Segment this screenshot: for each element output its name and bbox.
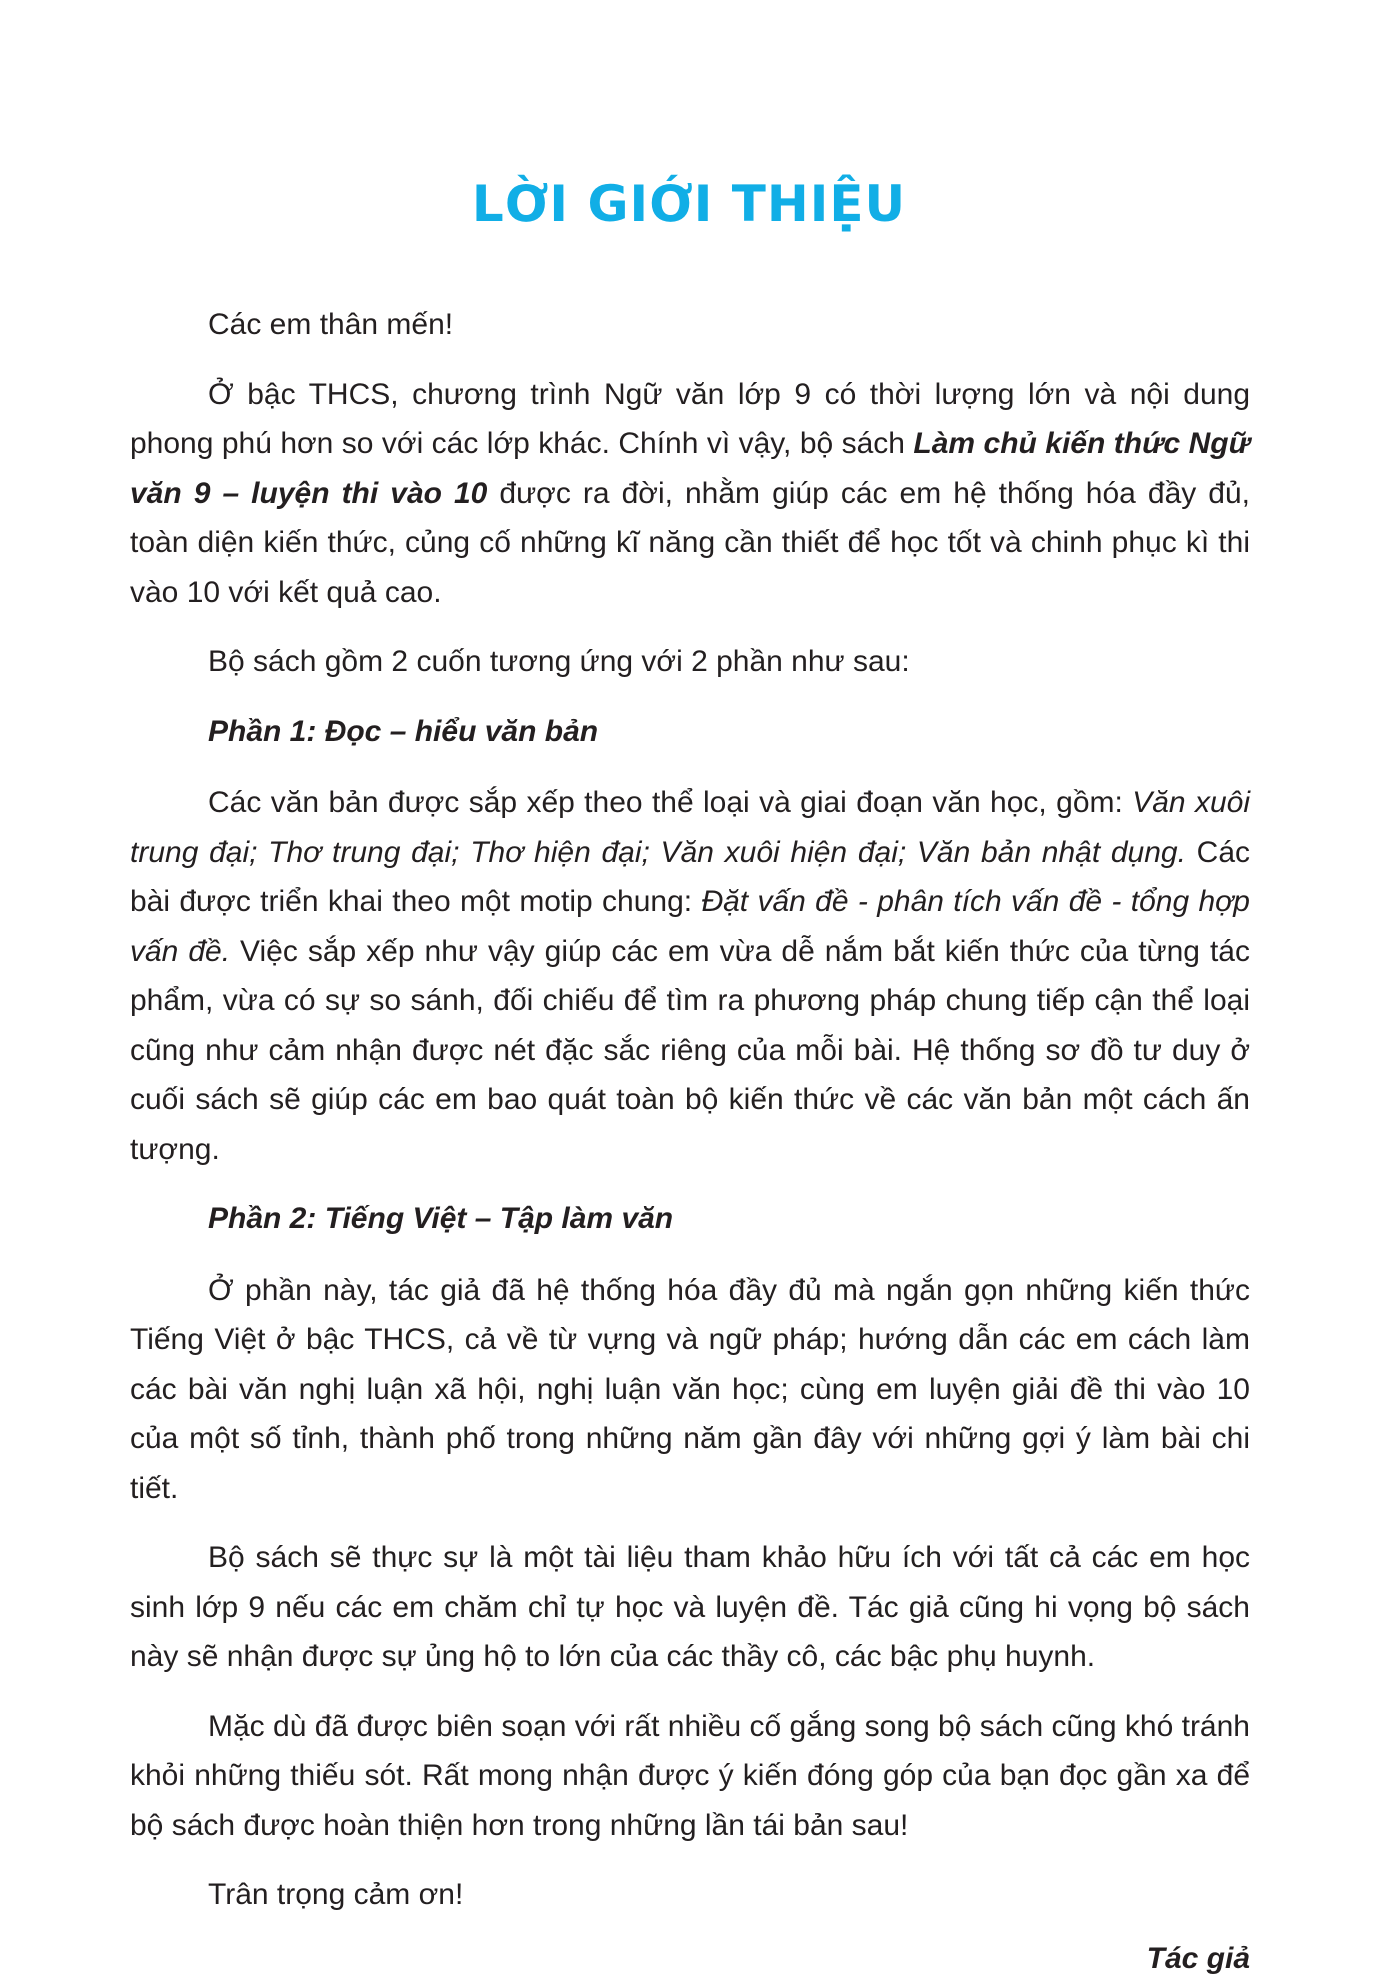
closing-paragraph-2: Mặc dù đã được biên soạn với rất nhiều cố gắng song bộ sách cũng khó tránh khỏi những thiếu sót. Rất mong nhận được ý kiến đóng góp của bạn đọc gần xa để bộ sách được hoàn thiện hơn trong những lần tái bản sau! (130, 1702, 1250, 1851)
part1-paragraph (130, 778, 1250, 1174)
document-body (130, 300, 1250, 1983)
thanks-line: Trân trọng cảm ơn! (130, 1870, 1250, 1920)
intro-text-before: Ở bậc THCS, chương trình Ngữ văn lớp 9 có thời lượng lớn và nội dung phong phú hơn so với các lớp khác. Chính vì vậy, bộ sách (130, 378, 1250, 461)
part1-text-a: Các văn bản được sắp xếp theo thể loại và giai đoạn văn học, gồm: (208, 786, 1132, 819)
part1-text-c: Việc sắp xếp như vậy giúp các em vừa dễ nắm bắt kiến thức của từng tác phẩm, vừa có sự so sánh, đối chiếu để tìm ra phương pháp chung tiếp cận thể loại cũng như cảm nhận được nét đặc sắc riêng của mỗi bài. Hệ thống sơ đồ tư duy ở cuối sách sẽ giúp các em bao quát toàn bộ kiến thức về các văn bản một cách ấn tượng. (130, 935, 1250, 1166)
part2-heading: Phần 2: Tiếng Việt – Tập làm văn (130, 1194, 1250, 1244)
closing-paragraph-1: Bộ sách sẽ thực sự là một tài liệu tham khảo hữu ích với tất cả các em học sinh lớp 9 nếu các em chăm chỉ tự học và luyện đề. Tác giả cũng hi vọng bộ sách này sẽ nhận được sự ủng hộ to lớn của các thầy cô, các bậc phụ huynh. (130, 1533, 1250, 1682)
part1-motif: Đặt vấn đề - phân tích vấn đề - tổng hợp vấn đề. (130, 885, 1250, 968)
structure-intro: Bộ sách gồm 2 cuốn tương ứng với 2 phần như sau: (130, 637, 1250, 687)
intro-paragraph (130, 370, 1250, 618)
greeting: Các em thân mến! (130, 300, 1250, 350)
book-title: Làm chủ kiến thức Ngữ văn 9 – luyện thi vào 10 (130, 427, 1250, 510)
intro-text-after: được ra đời, nhằm giúp các em hệ thống hóa đầy đủ, toàn diện kiến thức, củng cố những kĩ năng cần thiết để học tốt và chinh phục kì thi vào 10 với kết quả cao. (130, 477, 1250, 609)
part1-genres: Văn xuôi trung đại; Thơ trung đại; Thơ hiện đại; Văn xuôi hiện đại; Văn bản nhật dụng. (130, 786, 1250, 869)
part1-heading: Phần 1: Đọc – hiểu văn bản (130, 707, 1250, 757)
part1-text-b: Các bài được triển khai theo một motip chung: (130, 836, 1250, 919)
author-signature: Tác giả (130, 1934, 1250, 1983)
part2-paragraph: Ở phần này, tác giả đã hệ thống hóa đầy đủ mà ngắn gọn những kiến thức Tiếng Việt ở bậc THCS, cả về từ vựng và ngữ pháp; hướng dẫn các em cách làm các bài văn nghị luận xã hội, nghị luận văn học; cùng em luyện giải đề thi vào 10 của một số tỉnh, thành phố trong những năm gần đây với những gợi ý làm bài chi tiết. (130, 1266, 1250, 1514)
page-title: LỜI GIỚI THIỆU (0, 174, 1378, 234)
